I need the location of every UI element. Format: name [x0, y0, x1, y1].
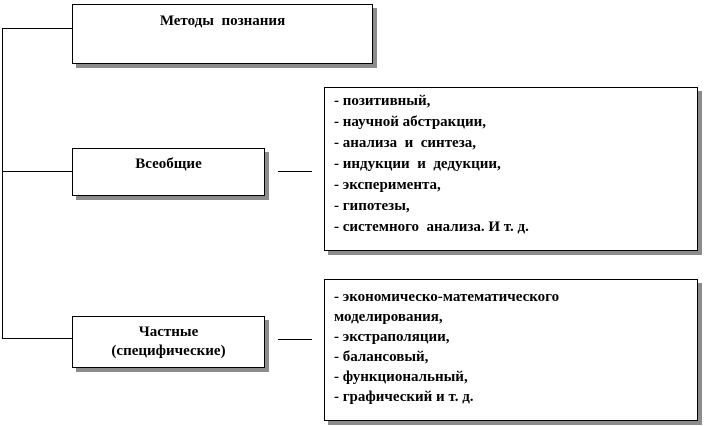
- list-item: моделирования,: [334, 309, 443, 325]
- connector-root-left: [2, 28, 73, 29]
- category-particular-label-line1: Частные: [138, 324, 199, 340]
- list-item: - экономическо-математического: [334, 289, 560, 305]
- list-item: - функциональный,: [334, 369, 468, 385]
- particular-methods-list: [324, 279, 698, 421]
- list-item: - научной абстракции,: [334, 114, 486, 130]
- connector-vertical-trunk: [2, 28, 3, 339]
- connector-to-particular: [2, 338, 73, 339]
- list-item: - системного анализа. И т. д.: [334, 219, 529, 235]
- connector-particular-list: [278, 339, 312, 340]
- list-item: - гипотезы,: [334, 198, 410, 214]
- root-node-methods-of-cognition: [72, 4, 373, 64]
- list-item: - балансовый,: [334, 349, 429, 365]
- list-item: - позитивный,: [334, 93, 431, 109]
- connector-universal-list: [278, 171, 312, 172]
- category-node-particular: [72, 316, 265, 368]
- universal-methods-list: [324, 87, 698, 251]
- list-item: - экстраполяции,: [334, 329, 450, 345]
- list-item: - графический и т. д.: [334, 389, 474, 405]
- category-particular-label-line2: (специфические): [111, 343, 226, 359]
- category-universal-label: Всеобщие: [135, 156, 202, 172]
- root-node-label: Методы познания: [159, 13, 286, 29]
- category-node-universal: [72, 148, 265, 196]
- list-item: - анализа и синтеза,: [334, 135, 476, 151]
- connector-to-universal: [2, 171, 73, 172]
- list-item: - индукции и дедукции,: [334, 156, 501, 172]
- list-item: - эксперимента,: [334, 177, 441, 193]
